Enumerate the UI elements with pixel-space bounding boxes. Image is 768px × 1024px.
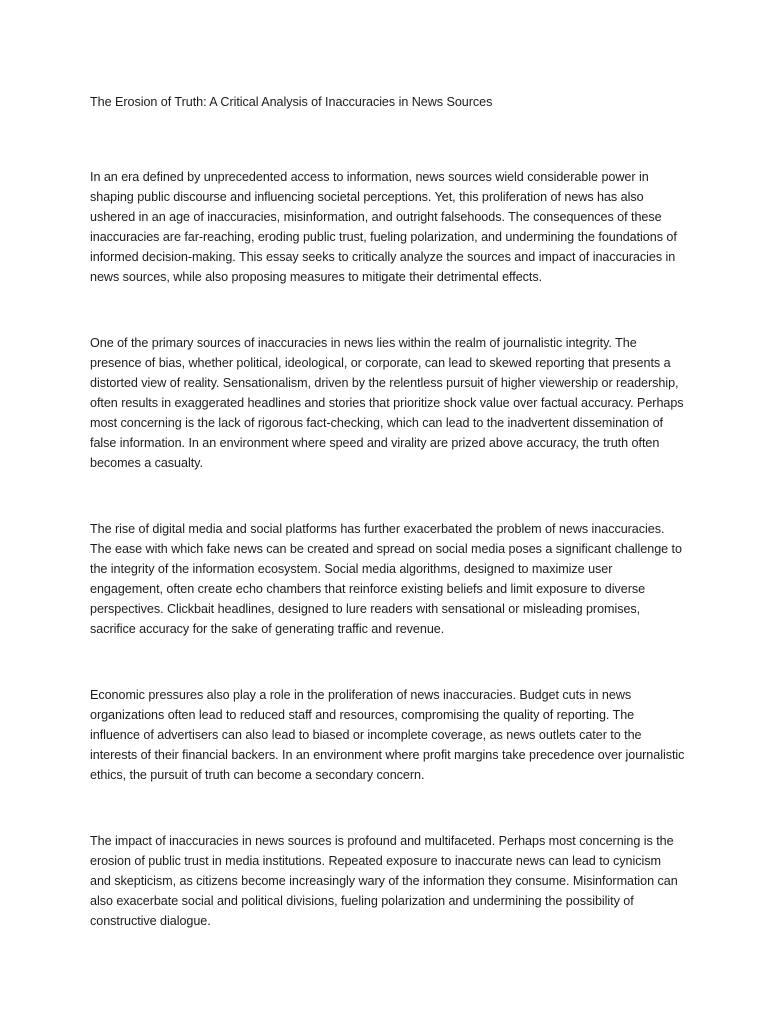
- paragraph-economic-pressures: Economic pressures also play a role in the proliferation of news inaccuracies. Budget cuts in news organizations often lead to reduced staff and resources, compromising the quality of reporting. The influence of advertisers can also lead to biased or incomplete coverage, as news outlets cater to the interests of their financial backers. In an environment where profit margins take precedence over journalistic ethics, the pursuit of truth can become a secondary concern.: [90, 688, 685, 782]
- paragraph-impact: The impact of inaccuracies in news sources is profound and multifaceted. Perhaps most concerning is the erosion of public trust in media institutions. Repeated exposure to inaccurate news can lead to cynicism and skepticism, as citizens become increasingly wary of the information they consume. Misinformation can also exacerbate social and political divisions, fueling polarization and undermining the possibility of constructive dialogue.: [90, 834, 678, 928]
- paragraph-journalistic-integrity: One of the primary sources of inaccuracies in news lies within the realm of journalistic integrity. The presence of bias, whether political, ideological, or corporate, can lead to skewed reporting that presents a distorted view of reality. Sensationalism, driven by the relentless pursuit of higher viewership or readership, often results in exaggerated headlines and stories that prioritize shock value over factual accuracy. Perhaps most concerning is the lack of rigorous fact-checking, which can lead to the inadvertent dissemination of false information. In an environment where speed and virality are prized above accuracy, the truth often becomes a casualty.: [90, 336, 684, 470]
- document-title: The Erosion of Truth: A Critical Analysis of Inaccuracies in News Sources: [90, 95, 493, 109]
- paragraph-intro: In an era defined by unprecedented access to information, news sources wield considerable power in shaping public discourse and influencing societal perceptions. Yet, this proliferation of news has also ushered in an age of inaccuracies, misinformation, and outright falsehoods. The consequences of these inaccuracies are far-reaching, eroding public trust, fueling polarization, and undermining the foundations of informed decision-making. This essay seeks to critically analyze the sources and impact of inaccuracies in news sources, while also proposing measures to mitigate their detrimental effects.: [90, 170, 677, 284]
- paragraph-digital-media: The rise of digital media and social platforms has further exacerbated the problem of news inaccuracies. The ease with which fake news can be created and spread on social media poses a significant challenge to the integrity of the information ecosystem. Social media algorithms, designed to maximize user engagement, often create echo chambers that reinforce existing beliefs and limit exposure to diverse perspectives. Clickbait headlines, designed to lure readers with sensational or misleading promises, sacrifice accuracy for the sake of generating traffic and revenue.: [90, 522, 682, 636]
- document-body: [90, 92, 685, 977]
